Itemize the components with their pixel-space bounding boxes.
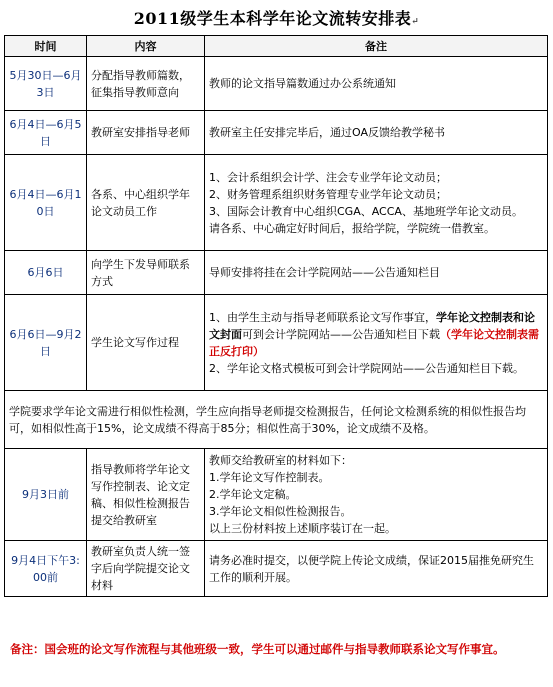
header-time: 时间 — [5, 36, 87, 57]
row-remark: 请务必准时提交，以便学院上传论文成绩，保证2015届推免研究生工作的顺利开展。 — [205, 541, 548, 597]
note-label: 备注： — [10, 642, 45, 656]
print-warning: （学年论文控制表需正反打印） — [209, 327, 539, 358]
row-time: 9月3日前 — [5, 449, 87, 541]
table-row — [5, 155, 548, 251]
row-content: 指导教师将学年论文写作控制表、论文定稿、相似性检测报告提交给教研室 — [87, 449, 205, 541]
row-remark: 导师安排将挂在会计学院网站——公告通知栏目 — [205, 251, 548, 295]
row-time: 9月4日下午3:00前 — [5, 541, 87, 597]
row-remark: 教研室主任安排完毕后，通过OA反馈给教学秘书 — [205, 111, 548, 155]
row-remark: 1、会计系组织会计学、注会专业学年论文动员； 2、财务管理系组织财务管理专业学年论文动员； 3、国际会计教育中心组织CGA、ACCA、基地班学年论文动员。 请各系、中心确定好时间后，报给学院，学院统一借教室。 — [205, 155, 548, 251]
row-remark: 1、由学生主动与指导老师联系论文写作事宜，学年论文控制表和论文封面可到会计学院网站——公告通知栏目下载（学年论文控制表需正反打印） 2、学年论文格式模板可到会计学院网站——公告通知栏目下载。 — [205, 295, 548, 391]
row-time: 6月6日 — [5, 251, 87, 295]
row-time: 6月4日—6月10日 — [5, 155, 87, 251]
row-content: 向学生下发导师联系方式 — [87, 251, 205, 295]
row-remark: 教师交给教研室的材料如下： 1.学年论文写作控制表。 2.学年论文定稿。 3.学年论文相似性检测报告。 以上三份材料按上述顺序装订在一起。 — [205, 449, 548, 541]
similarity-note: 学院要求学年论文需进行相似性检测，学生应向指导老师提交检测报告，任何论文检测系统的相似性报告均可，如相似性高于15%，论文成绩不得高于85分；相似性高于30%，论文成绩不及格。 — [5, 391, 548, 449]
table-row — [5, 449, 548, 541]
row-content: 学生论文写作过程 — [87, 295, 205, 391]
header-row — [5, 36, 548, 57]
row-content: 教研室负责人统一签字后向学院提交论文材料 — [87, 541, 205, 597]
page-title: 2011级学生本科学年论文流转安排表↵ — [133, 9, 420, 28]
row-content: 各系、中心组织学年论文动员工作 — [87, 155, 205, 251]
table-row — [5, 57, 548, 111]
table-row-full — [5, 391, 548, 449]
row-content: 分配指导教师篇数， 征集指导教师意向 — [87, 57, 205, 111]
schedule-table — [4, 35, 548, 597]
table-row — [5, 251, 548, 295]
table-row — [5, 295, 548, 391]
row-time: 6月6日—9月2日 — [5, 295, 87, 391]
header-remark: 备注 — [205, 36, 548, 57]
table-row — [5, 541, 548, 597]
row-remark: 教师的论文指导篇数通过办公系统通知 — [205, 57, 548, 111]
row-time: 6月4日—6月5日 — [5, 111, 87, 155]
table-row — [5, 111, 548, 155]
row-content: 教研室安排指导老师 — [87, 111, 205, 155]
header-content: 内容 — [87, 36, 205, 57]
footer-note — [10, 638, 540, 660]
note-text: 国会班的论文写作流程与其他班级一致，学生可以通过邮件与指导教师联系论文写作事宜。 — [44, 642, 505, 656]
row-time: 5月30日—6月3日 — [5, 57, 87, 111]
